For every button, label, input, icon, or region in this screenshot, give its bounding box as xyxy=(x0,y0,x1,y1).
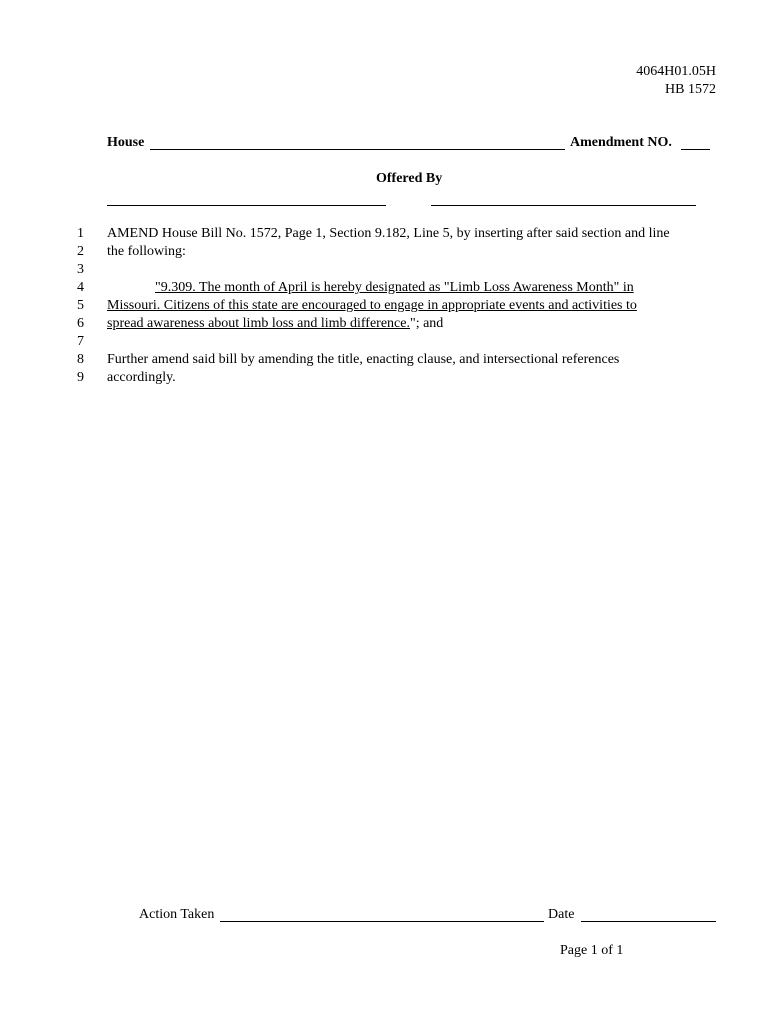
amendment-label: Amendment NO. xyxy=(570,135,672,150)
date-label: Date xyxy=(548,907,575,922)
amend-instruction-line-1: AMEND House Bill No. 1572, Page 1, Section 9.182, Line 5, by inserting after said section and line xyxy=(107,226,670,241)
inserted-text-line-5: Missouri. Citizens of this state are encouraged to engage in appropriate events and activities to xyxy=(107,298,637,313)
amend-instruction-line-2: the following: xyxy=(107,244,186,259)
action-taken-label: Action Taken xyxy=(139,907,215,922)
line-number: 2 xyxy=(77,244,84,259)
line-number: 9 xyxy=(77,370,84,385)
inserted-text-underlined: spread awareness about limb loss and limb difference. xyxy=(107,316,410,331)
action-taken-line xyxy=(220,921,544,922)
line-number: 4 xyxy=(77,280,84,295)
line-number: 7 xyxy=(77,334,84,349)
line-number: 3 xyxy=(77,262,84,277)
line-number: 6 xyxy=(77,316,84,331)
sponsor-signature-line-left xyxy=(107,205,386,206)
further-amend-line-9: accordingly. xyxy=(107,370,176,385)
line-number: 1 xyxy=(77,226,84,241)
bill-number: HB 1572 xyxy=(665,82,716,97)
house-label: House xyxy=(107,135,145,150)
line-number: 5 xyxy=(77,298,84,313)
house-blank xyxy=(150,149,565,150)
line-number: 8 xyxy=(77,352,84,367)
bill-code: 4064H01.05H xyxy=(636,64,716,79)
date-line xyxy=(581,921,716,922)
sponsor-signature-line-right xyxy=(431,205,696,206)
inserted-text-line-6 xyxy=(107,315,443,333)
offered-by-label: Offered By xyxy=(376,171,443,186)
inserted-text-line-4: "9.309. The month of April is hereby designated as "Limb Loss Awareness Month" in xyxy=(155,280,634,295)
amendment-number-blank xyxy=(681,149,710,150)
page-number: Page 1 of 1 xyxy=(560,943,624,958)
inserted-text-tail: "; and xyxy=(409,316,444,331)
further-amend-line-8: Further amend said bill by amending the title, enacting clause, and intersectional references xyxy=(107,352,620,367)
